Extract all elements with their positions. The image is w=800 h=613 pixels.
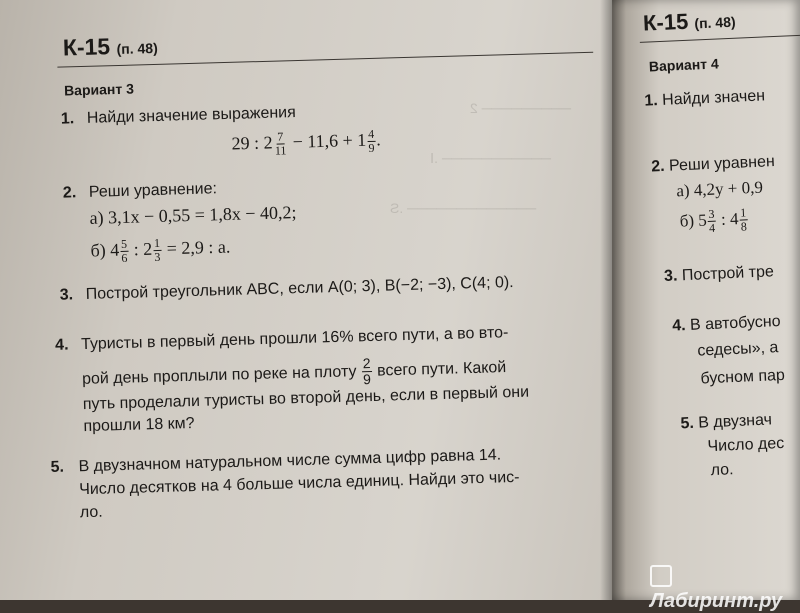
task-1-expression: 29 : 2 $\frac{7}{11}$ − 11,6 + 1 $\frac{4}{9}$ . xyxy=(231,126,382,158)
task-2-number: 2. xyxy=(62,184,77,202)
bleed-through-text: ───────────── .S xyxy=(390,200,537,216)
header-code: К-15 xyxy=(62,33,111,61)
right-line: 2. Реши уравнен xyxy=(650,153,776,176)
task-3-number: 3. xyxy=(59,286,74,304)
labirint-logo-icon xyxy=(650,565,672,587)
task-5-line: ло. xyxy=(79,503,103,522)
right-line: 1. Найди значен xyxy=(644,87,766,110)
right-line: ло. xyxy=(710,461,734,480)
page-title xyxy=(62,32,158,62)
right-line: 5. В двузнач xyxy=(680,411,773,433)
task-4-fraction: $\frac{2}{9}$ xyxy=(362,355,372,388)
right-line: 4. В автобусно xyxy=(671,312,781,335)
labirint-watermark: Лабиринт.ру xyxy=(650,565,800,613)
task-5-line: В двузначном натуральном числе сумма цифр равна 14. xyxy=(78,446,502,476)
right-page-content xyxy=(612,0,800,599)
right-line: Число дес xyxy=(707,434,785,456)
task-3-text: Построй треугольник ABC, если A(0; 3), B(−2; −3), C(4; 0). xyxy=(85,274,514,303)
bleed-through-text: ───────── 2 xyxy=(470,100,571,116)
task-4-number: 4. xyxy=(54,336,69,354)
right-variant-title: Вариант 4 xyxy=(648,55,720,75)
task-1-text: Найди значение выражения xyxy=(86,104,297,127)
right-line: 3. Построй тре xyxy=(663,263,775,285)
task-5-number: 5. xyxy=(50,458,65,477)
task-1-number: 1. xyxy=(60,110,75,128)
right-page-clip xyxy=(612,0,800,600)
right-line: седесы», а xyxy=(697,339,779,360)
task-4-line: прошли 18 км? xyxy=(83,414,195,436)
task-4-line: рой день проплыли по реке на плоту $\frac{2}{9}$ всего пути. Какой xyxy=(81,355,507,388)
right-line: бусном пар xyxy=(700,366,786,388)
bleed-through-text: ─────────── .Ⅰ xyxy=(430,150,552,166)
task-4-line: путь проделали туристы во второй день, если в первый они xyxy=(82,383,530,414)
header-section: (п. 48) xyxy=(116,39,158,58)
equation-b: б) 4 $\frac{5}{6}$ : 2 $\frac{1}{3}$ = 2,9 : a. xyxy=(90,235,231,265)
right-page-title: К-15 (п. 48) xyxy=(642,8,736,36)
variant-title: Вариант 3 xyxy=(63,80,135,99)
task-2-text: Реши уравнение: xyxy=(88,180,218,201)
right-line: а) 4,2y + 0,9 xyxy=(675,177,764,201)
right-line: б) 5 $\frac{3}{4}$ : 4 $\frac{1}{8}$ xyxy=(679,205,748,235)
task-4-line: Туристы в первый день прошли 16% всего пути, а во вто- xyxy=(80,324,509,354)
task-5-line: Число десятков на 4 больше числа единиц. Найди это чис- xyxy=(78,468,520,499)
equation-a: а) 3,1x − 0,55 = 1,8x − 40,2; xyxy=(89,202,297,228)
